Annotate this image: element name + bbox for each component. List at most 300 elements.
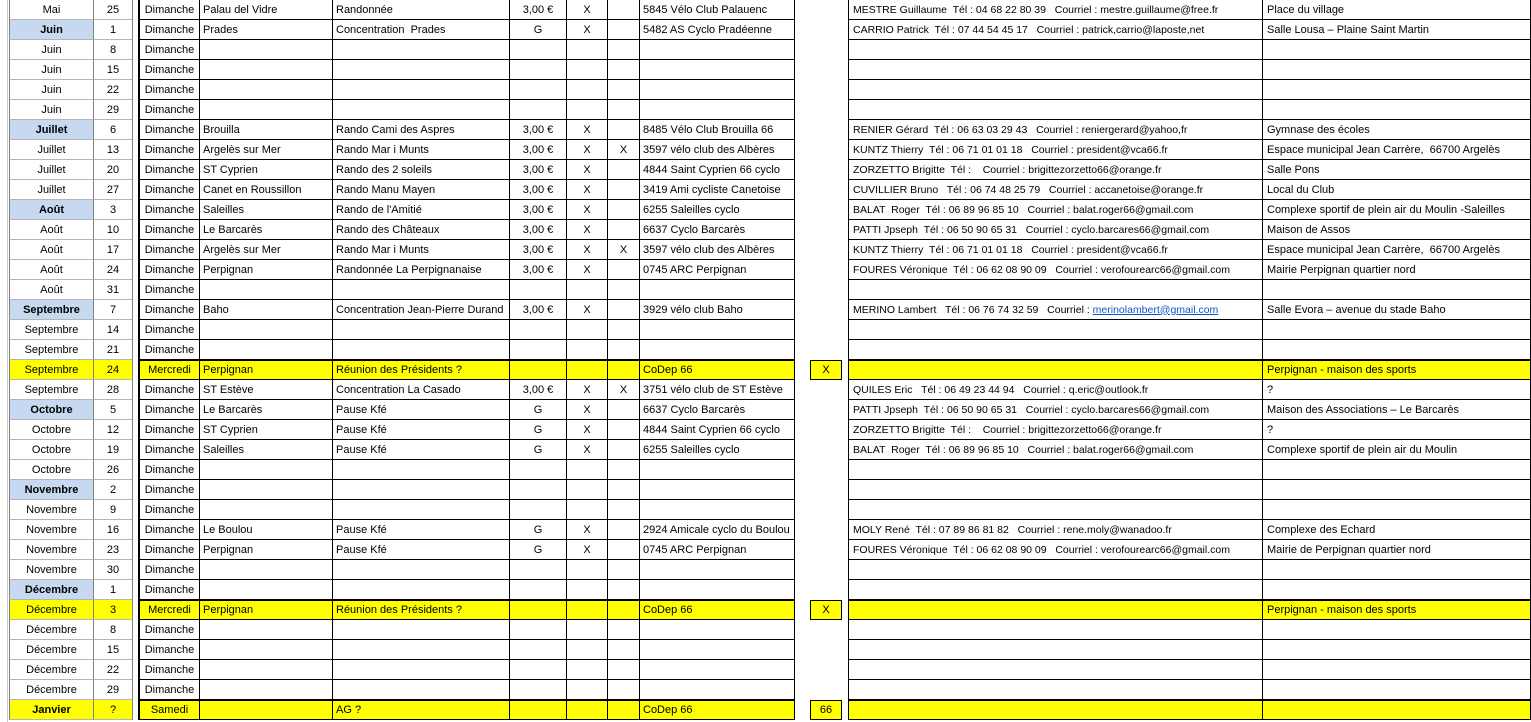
cell-x2[interactable] xyxy=(608,440,640,460)
cell-price[interactable] xyxy=(510,80,567,100)
cell-month[interactable]: Juin xyxy=(9,20,94,40)
cell-contact[interactable] xyxy=(848,360,1263,380)
cell-contact[interactable]: BALAT Roger Tél : 06 89 96 85 10 Courriel : balat.roger66@gmail.com xyxy=(848,200,1263,220)
cell-x1[interactable] xyxy=(567,340,608,360)
cell-x2[interactable] xyxy=(608,600,640,620)
cell-x3[interactable] xyxy=(810,380,842,400)
cell-month[interactable]: Septembre xyxy=(9,380,94,400)
cell-event[interactable] xyxy=(333,680,510,700)
cell-location[interactable] xyxy=(200,320,333,340)
cell-event[interactable] xyxy=(333,500,510,520)
cell-x1[interactable] xyxy=(567,660,608,680)
cell-contact[interactable]: KUNTZ Thierry Tél : 06 71 01 01 18 Courriel : president@vca66.fr xyxy=(848,140,1263,160)
cell-day[interactable]: 21 xyxy=(94,340,133,360)
cell-month[interactable]: Juillet xyxy=(9,120,94,140)
cell-x2[interactable]: X xyxy=(608,140,640,160)
cell-event[interactable] xyxy=(333,340,510,360)
cell-x1[interactable]: X xyxy=(567,0,608,20)
cell-x3[interactable] xyxy=(810,660,842,680)
cell-contact[interactable]: FOURES Véronique Tél : 06 62 08 90 09 Courriel : verofourearc66@gmail.com xyxy=(848,540,1263,560)
cell-x2[interactable] xyxy=(608,160,640,180)
cell-x1[interactable] xyxy=(567,500,608,520)
cell-price[interactable] xyxy=(510,660,567,680)
cell-x1[interactable]: X xyxy=(567,520,608,540)
cell-x3[interactable] xyxy=(810,560,842,580)
cell-location[interactable] xyxy=(200,680,333,700)
cell-venue[interactable] xyxy=(1263,680,1531,700)
cell-month[interactable]: Octobre xyxy=(9,440,94,460)
cell-day[interactable]: 31 xyxy=(94,280,133,300)
cell-club[interactable] xyxy=(640,480,795,500)
cell-x3[interactable] xyxy=(810,620,842,640)
cell-location[interactable]: Argelès sur Mer xyxy=(200,240,333,260)
cell-month[interactable]: Décembre xyxy=(9,660,94,680)
cell-club[interactable]: CoDep 66 xyxy=(640,700,795,720)
cell-venue[interactable] xyxy=(1263,320,1531,340)
cell-day[interactable]: 5 xyxy=(94,400,133,420)
cell-price[interactable]: 3,00 € xyxy=(510,260,567,280)
cell-club[interactable] xyxy=(640,80,795,100)
cell-club[interactable]: 6255 Saleilles cyclo xyxy=(640,440,795,460)
cell-x3[interactable] xyxy=(810,280,842,300)
cell-venue[interactable]: Place du village xyxy=(1263,0,1531,20)
cell-weekday[interactable]: Dimanche xyxy=(138,20,200,40)
cell-location[interactable]: Saleilles xyxy=(200,200,333,220)
cell-month[interactable]: Décembre xyxy=(9,620,94,640)
cell-club[interactable] xyxy=(640,280,795,300)
cell-day[interactable]: 30 xyxy=(94,560,133,580)
cell-venue[interactable]: Complexe des Echard xyxy=(1263,520,1531,540)
cell-price[interactable]: G xyxy=(510,400,567,420)
cell-price[interactable] xyxy=(510,700,567,720)
cell-event[interactable]: Réunion des Présidents ? xyxy=(333,360,510,380)
cell-price[interactable] xyxy=(510,600,567,620)
cell-x3[interactable] xyxy=(810,300,842,320)
cell-day[interactable]: 1 xyxy=(94,20,133,40)
cell-month[interactable]: Novembre xyxy=(9,520,94,540)
cell-weekday[interactable]: Dimanche xyxy=(138,440,200,460)
cell-day[interactable]: 20 xyxy=(94,160,133,180)
cell-location[interactable]: ST Estève xyxy=(200,380,333,400)
cell-contact[interactable]: KUNTZ Thierry Tél : 06 71 01 01 18 Courriel : president@vca66.fr xyxy=(848,240,1263,260)
cell-contact[interactable]: PATTI Jpseph Tél : 06 50 90 65 31 Courriel : cyclo.barcares66@gmail.com xyxy=(848,400,1263,420)
cell-weekday[interactable]: Dimanche xyxy=(138,100,200,120)
cell-weekday[interactable]: Dimanche xyxy=(138,380,200,400)
cell-x3[interactable] xyxy=(810,0,842,20)
cell-weekday[interactable]: Dimanche xyxy=(138,420,200,440)
cell-location[interactable]: Saleilles xyxy=(200,440,333,460)
cell-day[interactable]: 6 xyxy=(94,120,133,140)
cell-location[interactable]: Brouilla xyxy=(200,120,333,140)
cell-club[interactable]: 4844 Saint Cyprien 66 cyclo xyxy=(640,420,795,440)
cell-price[interactable]: 3,00 € xyxy=(510,220,567,240)
cell-club[interactable] xyxy=(640,320,795,340)
cell-event[interactable]: Rando Cami des Aspres xyxy=(333,120,510,140)
cell-x2[interactable] xyxy=(608,120,640,140)
cell-month[interactable]: Août xyxy=(9,260,94,280)
cell-weekday[interactable]: Dimanche xyxy=(138,540,200,560)
cell-x2[interactable] xyxy=(608,680,640,700)
cell-location[interactable]: Le Barcarès xyxy=(200,400,333,420)
cell-club[interactable] xyxy=(640,560,795,580)
cell-x2[interactable] xyxy=(608,280,640,300)
cell-venue[interactable] xyxy=(1263,620,1531,640)
cell-event[interactable]: Pause Kfé xyxy=(333,400,510,420)
cell-price[interactable] xyxy=(510,500,567,520)
cell-x1[interactable]: X xyxy=(567,420,608,440)
cell-price[interactable] xyxy=(510,280,567,300)
cell-contact[interactable] xyxy=(848,600,1263,620)
cell-x3[interactable] xyxy=(810,680,842,700)
cell-weekday[interactable]: Dimanche xyxy=(138,500,200,520)
cell-weekday[interactable]: Dimanche xyxy=(138,140,200,160)
cell-weekday[interactable]: Dimanche xyxy=(138,460,200,480)
cell-price[interactable] xyxy=(510,100,567,120)
cell-x1[interactable]: X xyxy=(567,300,608,320)
cell-event[interactable]: Rando Manu Mayen xyxy=(333,180,510,200)
cell-club[interactable] xyxy=(640,40,795,60)
cell-x1[interactable] xyxy=(567,460,608,480)
cell-x3[interactable] xyxy=(810,220,842,240)
cell-club[interactable]: 5482 AS Cyclo Pradéenne xyxy=(640,20,795,40)
cell-weekday[interactable]: Dimanche xyxy=(138,680,200,700)
cell-x1[interactable] xyxy=(567,640,608,660)
cell-x3[interactable] xyxy=(810,180,842,200)
cell-location[interactable]: Perpignan xyxy=(200,260,333,280)
cell-x2[interactable] xyxy=(608,580,640,600)
cell-event[interactable]: Réunion des Présidents ? xyxy=(333,600,510,620)
cell-month[interactable]: Septembre xyxy=(9,300,94,320)
cell-x1[interactable]: X xyxy=(567,240,608,260)
cell-contact[interactable] xyxy=(848,340,1263,360)
cell-weekday[interactable]: Dimanche xyxy=(138,520,200,540)
cell-x1[interactable]: X xyxy=(567,160,608,180)
cell-day[interactable]: 7 xyxy=(94,300,133,320)
cell-event[interactable] xyxy=(333,640,510,660)
cell-x1[interactable] xyxy=(567,560,608,580)
cell-x2[interactable] xyxy=(608,420,640,440)
cell-club[interactable]: 6255 Saleilles cyclo xyxy=(640,200,795,220)
cell-club[interactable] xyxy=(640,460,795,480)
cell-x2[interactable] xyxy=(608,640,640,660)
cell-x2[interactable] xyxy=(608,660,640,680)
cell-contact[interactable]: PATTI Jpseph Tél : 06 50 90 65 31 Courriel : cyclo.barcares66@gmail.com xyxy=(848,220,1263,240)
cell-event[interactable]: Pause Kfé xyxy=(333,520,510,540)
cell-venue[interactable]: Espace municipal Jean Carrère, 66700 Argelès xyxy=(1263,140,1531,160)
cell-location[interactable]: Prades xyxy=(200,20,333,40)
cell-location[interactable]: Palau del Vidre xyxy=(200,0,333,20)
cell-weekday[interactable]: Dimanche xyxy=(138,320,200,340)
cell-month[interactable]: Juin xyxy=(9,60,94,80)
cell-month[interactable]: Août xyxy=(9,220,94,240)
cell-club[interactable] xyxy=(640,60,795,80)
cell-weekday[interactable]: Dimanche xyxy=(138,560,200,580)
cell-contact[interactable]: CARRIO Patrick Tél : 07 44 54 45 17 Courriel : patrick,carrio@laposte,net xyxy=(848,20,1263,40)
cell-location[interactable] xyxy=(200,580,333,600)
cell-day[interactable]: 29 xyxy=(94,100,133,120)
cell-x1[interactable] xyxy=(567,700,608,720)
cell-club[interactable]: 0745 ARC Perpignan xyxy=(640,540,795,560)
cell-venue[interactable]: Salle Lousa – Plaine Saint Martin xyxy=(1263,20,1531,40)
cell-contact[interactable] xyxy=(848,40,1263,60)
cell-contact[interactable]: MOLY René Tél : 07 89 86 81 82 Courriel : rene.moly@wanadoo.fr xyxy=(848,520,1263,540)
cell-weekday[interactable]: Dimanche xyxy=(138,640,200,660)
cell-price[interactable]: G xyxy=(510,20,567,40)
cell-event[interactable]: Rando Mar i Munts xyxy=(333,140,510,160)
cell-x2[interactable] xyxy=(608,520,640,540)
cell-day[interactable]: 22 xyxy=(94,80,133,100)
cell-venue[interactable]: Local du Club xyxy=(1263,180,1531,200)
cell-location[interactable] xyxy=(200,560,333,580)
cell-x1[interactable]: X xyxy=(567,260,608,280)
cell-price[interactable]: 3,00 € xyxy=(510,140,567,160)
cell-x3[interactable] xyxy=(810,20,842,40)
cell-weekday[interactable]: Dimanche xyxy=(138,120,200,140)
cell-month[interactable]: Décembre xyxy=(9,580,94,600)
cell-weekday[interactable]: Dimanche xyxy=(138,160,200,180)
cell-day[interactable]: 29 xyxy=(94,680,133,700)
cell-x1[interactable] xyxy=(567,620,608,640)
cell-weekday[interactable]: Dimanche xyxy=(138,400,200,420)
cell-venue[interactable]: Perpignan - maison des sports xyxy=(1263,600,1531,620)
cell-price[interactable]: G xyxy=(510,540,567,560)
cell-venue[interactable] xyxy=(1263,660,1531,680)
cell-x2[interactable] xyxy=(608,260,640,280)
cell-month[interactable]: Septembre xyxy=(9,340,94,360)
cell-club[interactable]: 3597 vélo club des Albères xyxy=(640,240,795,260)
cell-club[interactable]: 4844 Saint Cyprien 66 cyclo xyxy=(640,160,795,180)
cell-event[interactable] xyxy=(333,40,510,60)
cell-x2[interactable] xyxy=(608,180,640,200)
cell-price[interactable]: G xyxy=(510,420,567,440)
cell-location[interactable] xyxy=(200,80,333,100)
cell-x1[interactable] xyxy=(567,680,608,700)
cell-day[interactable]: 3 xyxy=(94,200,133,220)
cell-club[interactable]: 6637 Cyclo Barcarès xyxy=(640,220,795,240)
cell-club[interactable] xyxy=(640,680,795,700)
cell-location[interactable] xyxy=(200,280,333,300)
cell-x2[interactable] xyxy=(608,620,640,640)
cell-venue[interactable]: Gymnase des écoles xyxy=(1263,120,1531,140)
cell-price[interactable]: 3,00 € xyxy=(510,160,567,180)
cell-price[interactable]: 3,00 € xyxy=(510,0,567,20)
cell-event[interactable] xyxy=(333,60,510,80)
cell-event[interactable]: Rando des Châteaux xyxy=(333,220,510,240)
cell-location[interactable] xyxy=(200,620,333,640)
cell-weekday[interactable]: Mercredi xyxy=(138,600,200,620)
cell-month[interactable]: Octobre xyxy=(9,400,94,420)
cell-x3[interactable]: X xyxy=(810,360,842,380)
cell-month[interactable]: Juillet xyxy=(9,180,94,200)
cell-club[interactable] xyxy=(640,340,795,360)
cell-month[interactable]: Septembre xyxy=(9,320,94,340)
cell-venue[interactable]: Complexe sportif de plein air du Moulin -Saleilles xyxy=(1263,200,1531,220)
cell-location[interactable]: Perpignan xyxy=(200,540,333,560)
cell-location[interactable]: ST Cyprien xyxy=(200,420,333,440)
cell-month[interactable]: Octobre xyxy=(9,460,94,480)
cell-month[interactable]: Novembre xyxy=(9,480,94,500)
cell-day[interactable]: 17 xyxy=(94,240,133,260)
cell-x1[interactable]: X xyxy=(567,380,608,400)
cell-event[interactable]: Randonnée xyxy=(333,0,510,20)
cell-weekday[interactable]: Dimanche xyxy=(138,300,200,320)
cell-event[interactable]: Concentration Jean-Pierre Durand xyxy=(333,300,510,320)
cell-club[interactable]: CoDep 66 xyxy=(640,600,795,620)
cell-event[interactable] xyxy=(333,280,510,300)
cell-x2[interactable] xyxy=(608,360,640,380)
cell-x2[interactable] xyxy=(608,300,640,320)
cell-day[interactable]: 2 xyxy=(94,480,133,500)
cell-month[interactable]: Août xyxy=(9,240,94,260)
cell-x1[interactable]: X xyxy=(567,200,608,220)
cell-weekday[interactable]: Dimanche xyxy=(138,340,200,360)
cell-weekday[interactable]: Mercredi xyxy=(138,360,200,380)
cell-event[interactable] xyxy=(333,100,510,120)
cell-x3[interactable] xyxy=(810,140,842,160)
cell-weekday[interactable]: Dimanche xyxy=(138,580,200,600)
cell-location[interactable] xyxy=(200,700,333,720)
cell-price[interactable] xyxy=(510,580,567,600)
cell-day[interactable]: 19 xyxy=(94,440,133,460)
cell-x2[interactable] xyxy=(608,400,640,420)
cell-x3[interactable] xyxy=(810,440,842,460)
cell-event[interactable] xyxy=(333,620,510,640)
cell-event[interactable]: Rando Mar i Munts xyxy=(333,240,510,260)
cell-contact[interactable] xyxy=(848,560,1263,580)
cell-contact[interactable]: ZORZETTO Brigitte Tél : Courriel : brigittezorzetto66@orange.fr xyxy=(848,420,1263,440)
cell-x3[interactable] xyxy=(810,420,842,440)
cell-venue[interactable]: Perpignan - maison des sports xyxy=(1263,360,1531,380)
cell-event[interactable]: AG ? xyxy=(333,700,510,720)
cell-event[interactable]: Randonnée La Perpignanaise xyxy=(333,260,510,280)
cell-venue[interactable] xyxy=(1263,700,1531,720)
cell-contact[interactable] xyxy=(848,320,1263,340)
cell-event[interactable] xyxy=(333,560,510,580)
cell-location[interactable] xyxy=(200,500,333,520)
cell-event[interactable]: Pause Kfé xyxy=(333,540,510,560)
cell-day[interactable]: 10 xyxy=(94,220,133,240)
cell-venue[interactable] xyxy=(1263,100,1531,120)
cell-day[interactable]: 8 xyxy=(94,40,133,60)
cell-x3[interactable] xyxy=(810,160,842,180)
cell-month[interactable]: Décembre xyxy=(9,600,94,620)
cell-venue[interactable] xyxy=(1263,80,1531,100)
cell-price[interactable]: G xyxy=(510,520,567,540)
cell-price[interactable] xyxy=(510,680,567,700)
cell-contact[interactable] xyxy=(848,580,1263,600)
cell-x1[interactable] xyxy=(567,280,608,300)
cell-x3[interactable] xyxy=(810,320,842,340)
cell-x3[interactable] xyxy=(810,640,842,660)
cell-club[interactable] xyxy=(640,640,795,660)
cell-venue[interactable] xyxy=(1263,560,1531,580)
cell-day[interactable]: 25 xyxy=(94,0,133,20)
cell-location[interactable]: Le Barcarès xyxy=(200,220,333,240)
cell-price[interactable]: 3,00 € xyxy=(510,200,567,220)
cell-day[interactable]: 12 xyxy=(94,420,133,440)
cell-x1[interactable] xyxy=(567,600,608,620)
cell-day[interactable]: 28 xyxy=(94,380,133,400)
cell-club[interactable]: 3929 vélo club Baho xyxy=(640,300,795,320)
cell-contact[interactable]: FOURES Véronique Tél : 06 62 08 90 09 Courriel : verofourearc66@gmail.com xyxy=(848,260,1263,280)
cell-club[interactable]: 3419 Ami cycliste Canetoise xyxy=(640,180,795,200)
cell-x1[interactable] xyxy=(567,60,608,80)
cell-month[interactable]: Novembre xyxy=(9,540,94,560)
cell-event[interactable] xyxy=(333,320,510,340)
cell-location[interactable]: Canet en Roussillon xyxy=(200,180,333,200)
cell-x2[interactable] xyxy=(608,320,640,340)
cell-x1[interactable] xyxy=(567,40,608,60)
cell-location[interactable] xyxy=(200,480,333,500)
cell-club[interactable] xyxy=(640,660,795,680)
cell-contact[interactable] xyxy=(848,680,1263,700)
cell-contact[interactable] xyxy=(848,500,1263,520)
cell-x3[interactable] xyxy=(810,400,842,420)
cell-weekday[interactable]: Dimanche xyxy=(138,0,200,20)
cell-club[interactable]: 3597 vélo club des Albères xyxy=(640,140,795,160)
cell-day[interactable]: 26 xyxy=(94,460,133,480)
cell-x3[interactable] xyxy=(810,100,842,120)
cell-club[interactable]: 8485 Vélo Club Brouilla 66 xyxy=(640,120,795,140)
cell-x3[interactable] xyxy=(810,200,842,220)
cell-venue[interactable] xyxy=(1263,500,1531,520)
cell-venue[interactable] xyxy=(1263,480,1531,500)
cell-price[interactable] xyxy=(510,620,567,640)
cell-location[interactable] xyxy=(200,660,333,680)
cell-month[interactable]: Juin xyxy=(9,40,94,60)
cell-contact[interactable]: MERINO Lambert Tél : 06 76 74 32 59 Courriel : merinolambert@gmail.com xyxy=(848,300,1263,320)
cell-contact[interactable] xyxy=(848,700,1263,720)
cell-venue[interactable] xyxy=(1263,460,1531,480)
cell-x3[interactable] xyxy=(810,520,842,540)
cell-month[interactable]: Juin xyxy=(9,80,94,100)
cell-venue[interactable]: ? xyxy=(1263,420,1531,440)
cell-venue[interactable] xyxy=(1263,40,1531,60)
cell-price[interactable] xyxy=(510,40,567,60)
cell-day[interactable]: ? xyxy=(94,700,133,720)
cell-event[interactable] xyxy=(333,480,510,500)
cell-month[interactable]: Décembre xyxy=(9,640,94,660)
cell-day[interactable]: 1 xyxy=(94,580,133,600)
cell-x3[interactable] xyxy=(810,460,842,480)
cell-weekday[interactable]: Dimanche xyxy=(138,240,200,260)
cell-venue[interactable]: Complexe sportif de plein air du Moulin xyxy=(1263,440,1531,460)
cell-x1[interactable] xyxy=(567,320,608,340)
cell-weekday[interactable]: Dimanche xyxy=(138,180,200,200)
cell-x1[interactable]: X xyxy=(567,440,608,460)
cell-weekday[interactable]: Dimanche xyxy=(138,40,200,60)
cell-price[interactable]: G xyxy=(510,440,567,460)
cell-venue[interactable]: Salle Pons xyxy=(1263,160,1531,180)
cell-weekday[interactable]: Dimanche xyxy=(138,480,200,500)
cell-price[interactable] xyxy=(510,480,567,500)
cell-x1[interactable]: X xyxy=(567,400,608,420)
cell-x1[interactable] xyxy=(567,580,608,600)
cell-contact[interactable] xyxy=(848,60,1263,80)
cell-month[interactable]: Novembre xyxy=(9,500,94,520)
cell-club[interactable]: 0745 ARC Perpignan xyxy=(640,260,795,280)
cell-x2[interactable]: X xyxy=(608,240,640,260)
cell-club[interactable] xyxy=(640,500,795,520)
cell-location[interactable] xyxy=(200,460,333,480)
cell-day[interactable]: 8 xyxy=(94,620,133,640)
cell-event[interactable]: Rando de l'Amitié xyxy=(333,200,510,220)
cell-venue[interactable]: Maison de Assos xyxy=(1263,220,1531,240)
cell-location[interactable] xyxy=(200,340,333,360)
cell-day[interactable]: 27 xyxy=(94,180,133,200)
cell-weekday[interactable]: Dimanche xyxy=(138,660,200,680)
cell-x2[interactable] xyxy=(608,100,640,120)
